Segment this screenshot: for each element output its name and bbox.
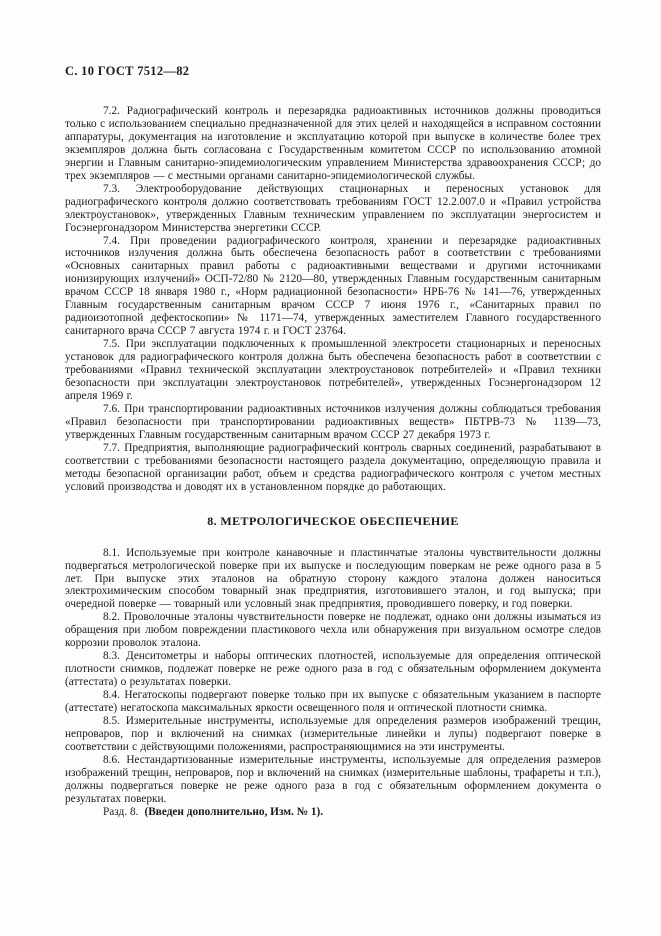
paragraph-7-4: 7.4. При проведении радиографического контроля, хранении и перезарядке радиоактивных источников излучения должна быть обеспечена безопасность работ в соответствии с требованиями «Основных санитарных правил работы с радиоактивными веществами и другими источниками ионизирующих излучений» ОСП-72/80 № 2120—80, утвержденных Главным государственным санитарным врачом СССР 18 января 1980 г., «Норм радиационной безопасности» НРБ-76 № 141—76, утвержденных Главным государственным санитарным врачом СССР 7 июня 1976 г., «Санитарных правил по радиоизотопной дефектоскопии» № 1171—74, утвержденных заместителем Главного государственного санитарного врача СССР 7 августа 1974 г. и ГОСТ 23764. (65, 234, 601, 338)
amendment-note-prefix: Разд. 8. (103, 805, 139, 818)
paragraph-7-5: 7.5. При эксплуатации подключенных к промышленной электросети стационарных и переносных установок для радиографического контроля должна быть обеспечена безопасность работ в соответствии с требованиями «Правил технической эксплуатации электроустановок потребителей» и «Правил техники безопасности при эксплуатации электроустановок потребителей», утвержденных Госэнергонадзором 12 апреля 1969 г. (65, 338, 601, 402)
page-header: С. 10 ГОСТ 7512—82 (65, 64, 190, 78)
section-8-body (65, 547, 601, 819)
section-7-body (65, 105, 601, 494)
paragraph-8-2: 8.2. Проволочные эталоны чувствительности поверке не подлежат, однако они должны изыматься из обращения при любом повреждении пластикового чехла или обнаружения при визуальном осмотре следов коррозии проволок эталона. (65, 611, 601, 650)
paragraph-8-4: 8.4. Негатоскопы подвергают поверке только при их выпуске с обязательным указанием в паспорте (аттестате) негатоскопа максимальных яркости освещенного поля и оптической плотности снимка. (65, 689, 601, 715)
paragraph-7-2: 7.2. Радиографический контроль и перезарядка радиоактивных источников должны проводиться только с использованием специально предназначенной для этих целей и находящейся в исправном состоянии аппаратуры, документация на изготовление и эксплуатацию которой при выпуске в количестве более трех экземпляров должна быть согласована с Государственным комитетом СССР по использованию атомной энергии и Главным санитарно-эпидемиологическим управлением Министерства здравоохранения СССР; до трех экземпляров — с местными органами санитарно-эпидемиологической службы. (65, 105, 601, 182)
paragraph-7-7: 7.7. Предприятия, выполняющие радиографический контроль сварных соединений, разрабатывают в соответствии с требованиями безопасности настоящего раздела документацию, определяющую правила и методы безопасной организации работ, объем и средства радиографического контроля с учетом местных условий производства и доводят их в установленном порядке до работающих. (65, 441, 601, 493)
paragraph-8-1: 8.1. Используемые при контроле канавочные и пластинчатые эталоны чувствительности должны подвергаться метрологической поверке при их выпуске и последующим поверкам не реже одного раза в 5 лет. При выпуске этих эталонов на обратную сторону каждого эталона должен наноситься электрохимическим способом товарный знак предприятия, изготовившего эталон, и год выпуска; при очередной поверке — товарный или условный знак предприятия, проводившего поверку, и год поверки. (65, 546, 601, 611)
amendment-note-bold-text: (Введен дополнительно, Изм. № 1). (144, 805, 324, 818)
amendment-note (65, 806, 601, 819)
paragraph-8-3: 8.3. Денситометры и наборы оптических плотностей, используемые для определения оптической плотности снимков, подлежат поверке не реже одного раза в год с обязательным оформлением документа (аттестата) о результатах поверки. (65, 650, 601, 689)
paragraph-8-5: 8.5. Измерительные инструменты, используемые для определения размеров изображений трещин, непроваров, пор и включений на снимках (измерительные линейки и лупы) подвергают поверке в соответствии с действующими положениями, распространяющимися на эти инструменты. (65, 714, 601, 753)
section-8-heading: 8. МЕТРОЛОГИЧЕСКОЕ ОБЕСПЕЧЕНИЕ (207, 513, 459, 528)
paragraph-8-6: 8.6. Нестандартизованные измерительные инструменты, используемые для определения размеров изображений трещин, непроваров, пор и включений на снимках (измерительные шаблоны, трафареты и т.п.), должны подвергаться поверке не реже одного раза в год с обязательным оформлением документа о результатах поверки. (65, 753, 601, 805)
paragraph-7-3: 7.3. Электрооборудование действующих стационарных и переносных установок для радиографического контроля должно соответствовать требованиям ГОСТ 12.2.007.0 и «Правил устройства электроустановок», утвержденных Главным техническим управлением по эксплуатации энергосистем и Госэнергонадзором Министерства энергетики СССР. (65, 182, 601, 234)
paragraph-7-6: 7.6. При транспортировании радиоактивных источников излучения должны соблюдаться требования «Правил безопасности при транспортировании радиоактивных веществ» ПБТРВ-73 № 1139—73, утвержденных Главным государственным санитарным врачом СССР 27 декабря 1973 г. (65, 402, 601, 441)
